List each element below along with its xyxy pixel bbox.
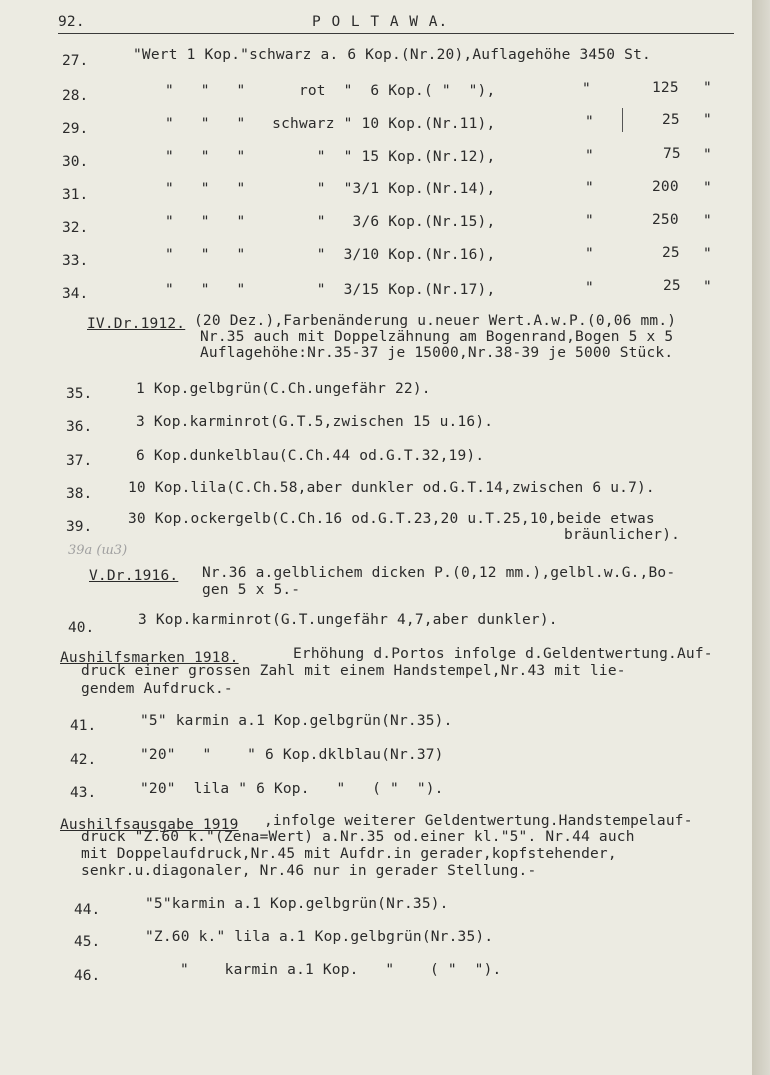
row-number: 33. bbox=[62, 253, 89, 269]
row-desc: " " " " 3/6 Kop.(Nr.15), bbox=[165, 214, 496, 230]
quantity-unit: " bbox=[703, 80, 712, 96]
pencil-mark bbox=[622, 108, 623, 132]
row-desc-continuation: bräunlicher). bbox=[564, 527, 681, 543]
row-desc: "5" karmin a.1 Kop.gelbgrün(Nr.35). bbox=[140, 713, 453, 729]
row-desc: 6 Kop.dunkelblau(C.Ch.44 od.G.T.32,19). bbox=[136, 448, 485, 464]
page-title: P O L T A W A. bbox=[312, 14, 449, 30]
row-desc: 1 Kop.gelbgrün(C.Ch.ungefähr 22). bbox=[136, 381, 431, 397]
section-heading: IV.Dr.1912. bbox=[87, 316, 186, 332]
section-heading: Aushilfsausgabe 1919 bbox=[60, 817, 239, 833]
section-text: Auflagehöhe:Nr.35-37 je 15000,Nr.38-39 je 5000 Stück. bbox=[200, 345, 674, 361]
row-number: 41. bbox=[70, 718, 97, 734]
row-number: 46. bbox=[74, 968, 101, 984]
row-number: 36. bbox=[66, 419, 93, 435]
row-number: 38. bbox=[66, 486, 93, 502]
row-number: 42. bbox=[70, 752, 97, 768]
row-desc: " " " " "3/1 Kop.(Nr.14), bbox=[165, 181, 496, 197]
section-text: Erhöhung d.Portos infolge d.Geldentwertung.Auf- bbox=[293, 646, 713, 662]
section-text: Nr.36 a.gelblichem dicken P.(0,12 mm.),gelbl.w.G.,Bo- bbox=[202, 565, 676, 581]
row-desc: " " " " 3/15 Kop.(Nr.17), bbox=[165, 282, 496, 298]
quantity-unit: " bbox=[703, 246, 712, 262]
header-rule bbox=[58, 33, 734, 34]
section-text: Nr.35 auch mit Doppelzähnung am Bogenrand,Bogen 5 x 5 bbox=[200, 329, 674, 345]
row-number: 43. bbox=[70, 785, 97, 801]
row-desc: " karmin a.1 Kop. " ( " "). bbox=[180, 962, 502, 978]
pencil-annotation: 39a (ш3) bbox=[68, 543, 128, 558]
row-number: 30. bbox=[62, 154, 89, 170]
quantity-unit: " bbox=[703, 147, 712, 163]
section-heading: Aushilfsmarken 1918. bbox=[60, 650, 239, 666]
quantity: 250 bbox=[652, 212, 679, 228]
section-text: (20 Dez.),Farbenänderung u.neuer Wert.A.w.P.(0,06 mm.) bbox=[194, 313, 677, 329]
row-number: 37. bbox=[66, 453, 93, 469]
ditto-mark: " bbox=[585, 114, 594, 130]
row-desc: "5"karmin a.1 Kop.gelbgrün(Nr.35). bbox=[145, 896, 449, 912]
row-number: 34. bbox=[62, 286, 89, 302]
row-desc: 3 Kop.karminrot(G.T.5,zwischen 15 u.16). bbox=[136, 414, 494, 430]
row-desc: " " " " " 15 Kop.(Nr.12), bbox=[165, 149, 496, 165]
row-number: 29. bbox=[62, 121, 89, 137]
ditto-mark: " bbox=[585, 213, 594, 229]
quantity-unit: " bbox=[703, 112, 712, 128]
row-number: 39. bbox=[66, 519, 93, 535]
row-number: 32. bbox=[62, 220, 89, 236]
quantity: 75 bbox=[663, 146, 681, 162]
section-text: druck "Z.60 k."(Zena=Wert) a.Nr.35 od.einer kl."5". Nr.44 auch bbox=[81, 829, 635, 845]
ditto-mark: " bbox=[585, 180, 594, 196]
row-desc: "20" " " 6 Kop.dklblau(Nr.37) bbox=[140, 747, 444, 763]
quantity-unit: " bbox=[703, 279, 712, 295]
row-number: 40. bbox=[68, 620, 95, 636]
ditto-mark: " bbox=[585, 148, 594, 164]
quantity: 125 bbox=[652, 80, 679, 96]
row-desc: " " " rot " 6 Kop.( " "), bbox=[165, 83, 496, 99]
row-desc: 30 Kop.ockergelb(C.Ch.16 od.G.T.23,20 u.T.25,10,beide etwas bbox=[128, 511, 655, 527]
row-desc: " " " " 3/10 Kop.(Nr.16), bbox=[165, 247, 496, 263]
row-desc: "20" lila " 6 Kop. " ( " "). bbox=[140, 781, 444, 797]
quantity: 200 bbox=[652, 179, 679, 195]
ditto-mark: " bbox=[582, 81, 591, 97]
section-text: mit Doppelaufdruck,Nr.45 mit Aufdr.in gerader,kopfstehender, bbox=[81, 846, 617, 862]
section-text: gen 5 x 5.- bbox=[202, 582, 301, 598]
section-heading: V.Dr.1916. bbox=[89, 568, 179, 584]
section-text: senkr.u.diagonaler, Nr.46 nur in gerader Stellung.- bbox=[81, 863, 537, 879]
row-number: 44. bbox=[74, 902, 101, 918]
ditto-mark: " bbox=[585, 280, 594, 296]
row-desc: 3 Kop.karminrot(G.T.ungefähr 4,7,aber dunkler). bbox=[138, 612, 558, 628]
page-number: 92. bbox=[58, 14, 85, 30]
row-desc: 10 Kop.lila(C.Ch.58,aber dunkler od.G.T.14,zwischen 6 u.7). bbox=[128, 480, 655, 496]
row-desc: "Wert 1 Kop."schwarz a. 6 Kop.(Nr.20),Auflagehöhe 3450 St. bbox=[133, 47, 651, 63]
row-desc: " " " schwarz " 10 Kop.(Nr.11), bbox=[165, 116, 496, 132]
row-number: 45. bbox=[74, 934, 101, 950]
page-edge bbox=[752, 0, 770, 1075]
row-number: 35. bbox=[66, 386, 93, 402]
section-text: druck einer grossen Zahl mit einem Handstempel,Nr.43 mit lie- bbox=[81, 663, 626, 679]
quantity: 25 bbox=[662, 245, 680, 261]
section-text: gendem Aufdruck.- bbox=[81, 681, 233, 697]
section-text: ,infolge weiterer Geldentwertung.Handstempelauf- bbox=[264, 813, 693, 829]
ditto-mark: " bbox=[585, 246, 594, 262]
quantity: 25 bbox=[662, 112, 680, 128]
quantity-unit: " bbox=[703, 180, 712, 196]
row-desc: "Z.60 k." lila a.1 Kop.gelbgrün(Nr.35). bbox=[145, 929, 494, 945]
quantity-unit: " bbox=[703, 213, 712, 229]
row-number: 27. bbox=[62, 53, 89, 69]
quantity: 25 bbox=[663, 278, 681, 294]
row-number: 28. bbox=[62, 88, 89, 104]
row-number: 31. bbox=[62, 187, 89, 203]
